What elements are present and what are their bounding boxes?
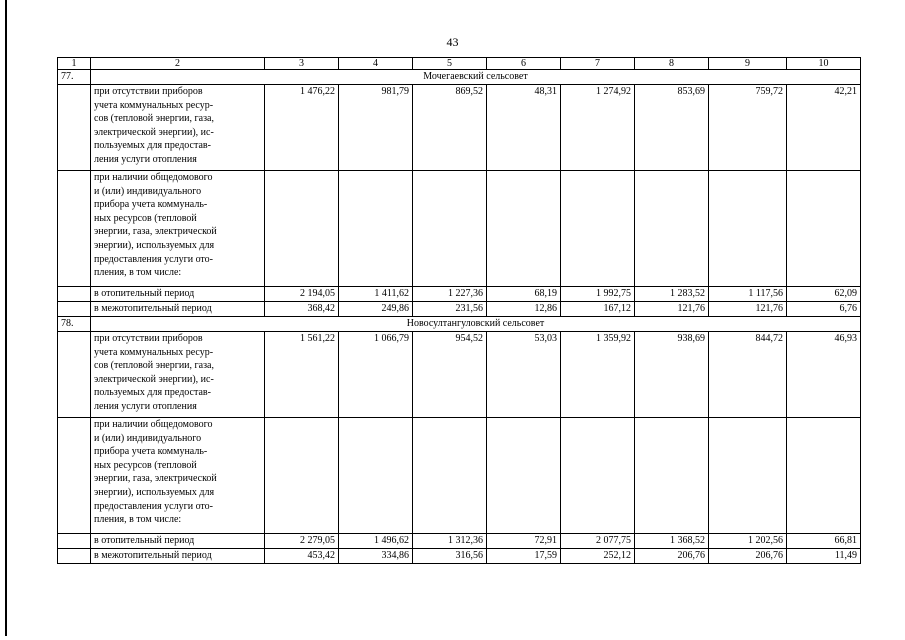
- value-cell: [787, 171, 861, 287]
- value-cell: [413, 171, 487, 287]
- value-cell: 121,76: [709, 302, 787, 317]
- value-cell: 12,86: [487, 302, 561, 317]
- index-cell: [58, 418, 91, 534]
- index-cell: [58, 534, 91, 549]
- index-cell: [58, 85, 91, 171]
- value-cell: 1 561,22: [265, 332, 339, 418]
- section-title: Мочегаевский сельсовет: [91, 70, 861, 85]
- value-cell: 1 227,36: [413, 287, 487, 302]
- value-cell: 2 077,75: [561, 534, 635, 549]
- value-cell: 1 066,79: [339, 332, 413, 418]
- value-cell: 869,52: [413, 85, 487, 171]
- value-cell: [339, 418, 413, 534]
- table-row: [58, 287, 861, 302]
- section-index: 78.: [58, 317, 91, 332]
- value-cell: 334,86: [339, 549, 413, 564]
- row-label: при наличии общедомового и (или) индивидуального прибора учета коммуналь- ных ресурсов (тепловой энергии, газа, электрической энергии), используемых для предоставления услуги ото- пления, в том числе:: [91, 171, 265, 287]
- value-cell: [487, 171, 561, 287]
- value-cell: 11,49: [787, 549, 861, 564]
- page-number: 43: [446, 35, 459, 49]
- table-row: [58, 549, 861, 564]
- value-cell: 46,93: [787, 332, 861, 418]
- column-number: 9: [709, 58, 787, 70]
- value-cell: 48,31: [487, 85, 561, 171]
- value-cell: 206,76: [709, 549, 787, 564]
- value-cell: 53,03: [487, 332, 561, 418]
- row-label: в межотопительный период: [91, 549, 265, 564]
- value-cell: [561, 418, 635, 534]
- value-cell: 62,09: [787, 287, 861, 302]
- value-cell: 316,56: [413, 549, 487, 564]
- value-cell: 252,12: [561, 549, 635, 564]
- value-cell: 1 411,62: [339, 287, 413, 302]
- value-cell: 844,72: [709, 332, 787, 418]
- value-cell: 2 279,05: [265, 534, 339, 549]
- column-number: 6: [487, 58, 561, 70]
- value-cell: 231,56: [413, 302, 487, 317]
- value-cell: 1 202,56: [709, 534, 787, 549]
- row-label: при наличии общедомового и (или) индивидуального прибора учета коммуналь- ных ресурсов (тепловой энергии, газа, электрической энергии), используемых для предоставления услуги ото- пления, в том числе:: [91, 418, 265, 534]
- value-cell: 1 476,22: [265, 85, 339, 171]
- value-cell: [561, 171, 635, 287]
- value-cell: 853,69: [635, 85, 709, 171]
- row-label: в отопительный период: [91, 287, 265, 302]
- value-cell: 1 274,92: [561, 85, 635, 171]
- value-cell: 759,72: [709, 85, 787, 171]
- column-number: 3: [265, 58, 339, 70]
- column-number-row: [58, 58, 861, 70]
- value-cell: [265, 418, 339, 534]
- value-cell: 167,12: [561, 302, 635, 317]
- table-row: [58, 85, 861, 171]
- table-row: [58, 418, 861, 534]
- value-cell: [787, 418, 861, 534]
- value-cell: 121,76: [635, 302, 709, 317]
- value-cell: 368,42: [265, 302, 339, 317]
- index-cell: [58, 302, 91, 317]
- value-cell: [487, 418, 561, 534]
- value-cell: [635, 171, 709, 287]
- index-cell: [58, 549, 91, 564]
- row-label: при отсутствии приборов учета коммунальных ресур- сов (тепловой энергии, газа, электрической энергии), ис- пользуемых для предостав- ления услуги отопления: [91, 332, 265, 418]
- section-index: 77.: [58, 70, 91, 85]
- value-cell: 1 283,52: [635, 287, 709, 302]
- value-cell: 1 312,36: [413, 534, 487, 549]
- table-row: [58, 534, 861, 549]
- value-cell: [413, 418, 487, 534]
- row-label: в межотопительный период: [91, 302, 265, 317]
- value-cell: 954,52: [413, 332, 487, 418]
- index-cell: [58, 287, 91, 302]
- value-cell: 6,76: [787, 302, 861, 317]
- column-number: 10: [787, 58, 861, 70]
- tariff-table: [57, 57, 861, 564]
- index-cell: [58, 171, 91, 287]
- column-number: 1: [58, 58, 91, 70]
- value-cell: [709, 418, 787, 534]
- column-number: 4: [339, 58, 413, 70]
- section-header-row: [58, 317, 861, 332]
- section-title: Новосултангуловский сельсовет: [91, 317, 861, 332]
- value-cell: 72,91: [487, 534, 561, 549]
- column-number: 2: [91, 58, 265, 70]
- value-cell: 68,19: [487, 287, 561, 302]
- value-cell: 1 117,56: [709, 287, 787, 302]
- value-cell: [709, 171, 787, 287]
- value-cell: 1 496,62: [339, 534, 413, 549]
- value-cell: [339, 171, 413, 287]
- value-cell: 249,86: [339, 302, 413, 317]
- value-cell: [265, 171, 339, 287]
- value-cell: 1 368,52: [635, 534, 709, 549]
- value-cell: 17,59: [487, 549, 561, 564]
- value-cell: [635, 418, 709, 534]
- value-cell: 206,76: [635, 549, 709, 564]
- value-cell: 66,81: [787, 534, 861, 549]
- table-row: [58, 171, 861, 287]
- row-label: при отсутствии приборов учета коммунальных ресур- сов (тепловой энергии, газа, электрической энергии), ис- пользуемых для предостав- ления услуги отопления: [91, 85, 265, 171]
- column-number: 7: [561, 58, 635, 70]
- value-cell: 981,79: [339, 85, 413, 171]
- index-cell: [58, 332, 91, 418]
- table-row: [58, 332, 861, 418]
- value-cell: 2 194,05: [265, 287, 339, 302]
- value-cell: 1 359,92: [561, 332, 635, 418]
- page-left-rule: [5, 0, 7, 636]
- section-header-row: [58, 70, 861, 85]
- value-cell: 453,42: [265, 549, 339, 564]
- table-row: [58, 302, 861, 317]
- row-label: в отопительный период: [91, 534, 265, 549]
- value-cell: 1 992,75: [561, 287, 635, 302]
- column-number: 8: [635, 58, 709, 70]
- column-number: 5: [413, 58, 487, 70]
- value-cell: 42,21: [787, 85, 861, 171]
- value-cell: 938,69: [635, 332, 709, 418]
